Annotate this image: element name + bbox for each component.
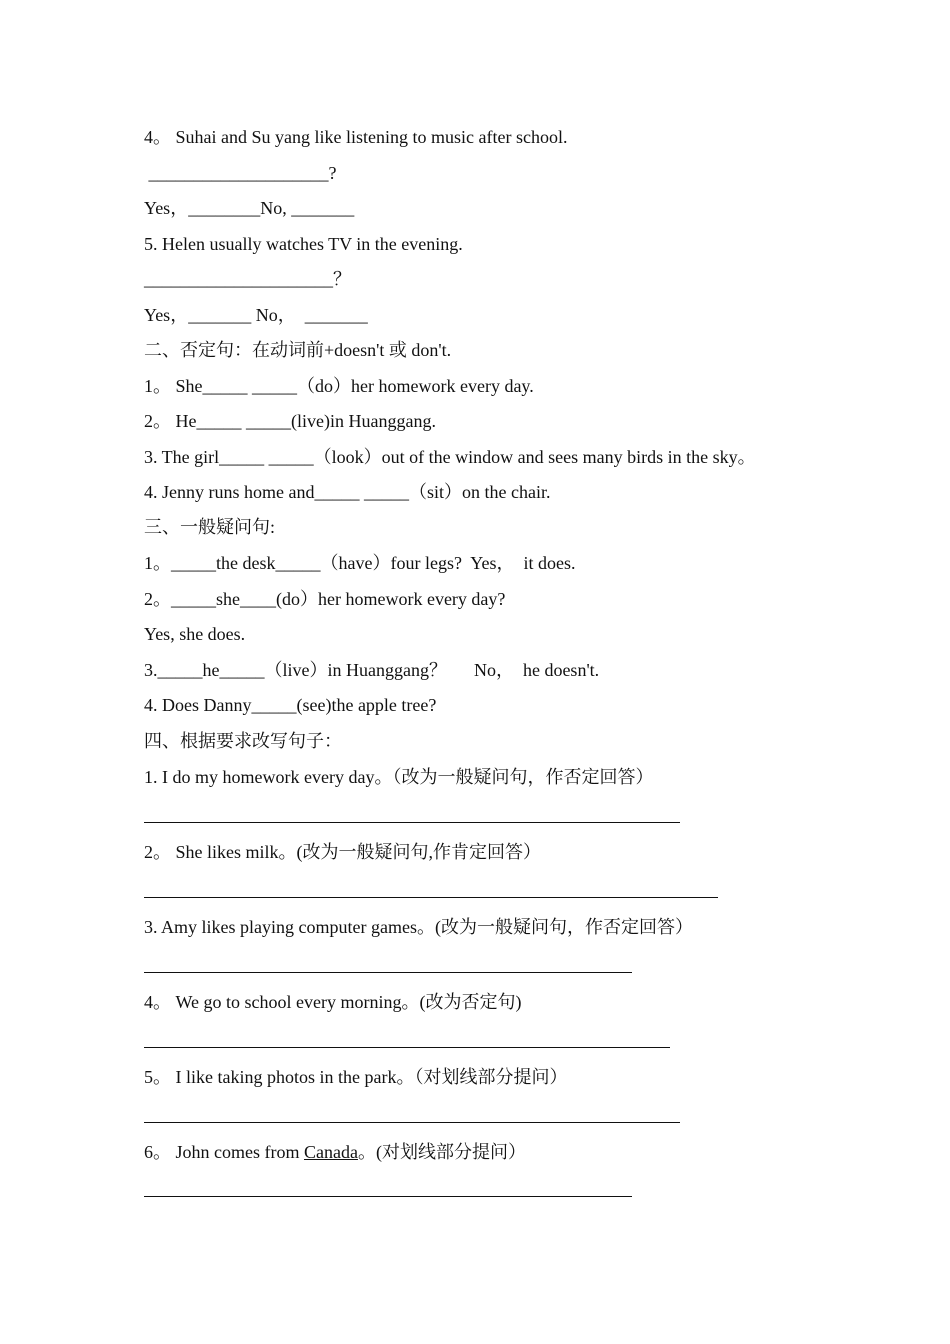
section-3-item-2-answer: Yes, she does. xyxy=(144,624,246,644)
section-4-item-6 xyxy=(144,1141,526,1163)
section-4-item-1: 1. I do my homework every day。（改为一般疑问句，作否定回答） xyxy=(144,767,654,787)
answer-line xyxy=(144,1047,670,1048)
answer-line xyxy=(144,972,632,973)
question-4-statement: 4。 Suhai and Su yang like listening to music after school. xyxy=(144,127,568,147)
answer-line xyxy=(144,1196,632,1197)
section-3-heading: 三、一般疑问句: xyxy=(144,517,276,537)
section-2-item-2: 2。 He_____ _____(live)in Huanggang. xyxy=(144,411,436,431)
underlined-word: Canada xyxy=(303,1142,358,1162)
section-3-item-4: 4. Does Danny_____(see)the apple tree? xyxy=(144,695,437,715)
section-4-heading: 四、根据要求改写句子： xyxy=(144,731,342,751)
item-6-text-end: 。(对划线部分提问） xyxy=(357,1142,526,1162)
answer-line xyxy=(144,897,718,898)
question-4-answer-blank: ____________________? xyxy=(144,163,337,183)
section-2-item-4: 4. Jenny runs home and_____ _____（sit）on the chair. xyxy=(144,482,551,502)
section-4-item-4: 4。 We go to school every morning。(改为否定句) xyxy=(144,992,522,1012)
section-4-item-3: 3. Amy likes playing computer games。(改为一般疑问句，作否定回答） xyxy=(144,917,693,937)
section-3-item-2: 2。_____she____(do）her homework every day? xyxy=(144,589,506,609)
item-6-text-start: 6。 John comes from xyxy=(144,1142,304,1162)
section-2-heading: 二、否定句：在动词前+doesn't 或 don't. xyxy=(144,340,452,360)
section-2-item-3: 3. The girl_____ _____（look）out of the window and sees many birds in the sky。 xyxy=(144,447,756,467)
answer-line xyxy=(144,822,680,823)
question-5-yes-no-line: Yes，_______ No， _______ xyxy=(144,305,368,325)
section-2-item-1: 1。 She_____ _____（do）her homework every day. xyxy=(144,376,534,396)
question-5-answer-blank: _____________________？ xyxy=(144,269,351,289)
section-3-item-1: 1。_____the desk_____（have）four legs? Yes， it does. xyxy=(144,553,576,573)
answer-line xyxy=(144,1122,680,1123)
question-5-statement: 5. Helen usually watches TV in the evening. xyxy=(144,234,463,254)
question-4-yes-no-line: Yes，________No, _______ xyxy=(144,198,355,218)
section-3-item-3: 3._____he_____（live）in Huanggang？ No， he doesn't. xyxy=(144,660,600,680)
section-4-item-2: 2。 She likes milk。(改为一般疑问句,作肯定回答） xyxy=(144,842,541,862)
section-4-item-5: 5。 I like taking photos in the park。（对划线部分提问） xyxy=(144,1067,568,1087)
